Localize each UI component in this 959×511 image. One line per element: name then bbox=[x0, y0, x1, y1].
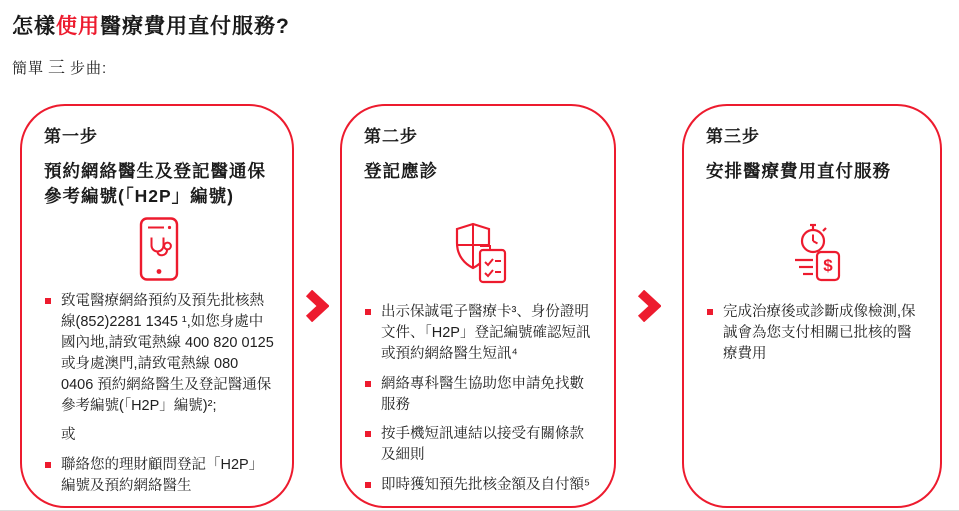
bullet-text: 聯絡您的理財顧問登記「H2P」編號及預約網絡醫生 bbox=[61, 457, 264, 495]
step-card-2 bbox=[340, 104, 616, 508]
title-highlight: 使用 bbox=[56, 15, 100, 38]
step-arrow-2 bbox=[616, 104, 682, 508]
svg-text:$: $ bbox=[823, 256, 833, 275]
step-2-label: 第二步 bbox=[364, 127, 418, 146]
step-3-label: 第三步 bbox=[706, 127, 760, 146]
phone-stethoscope-icon bbox=[138, 216, 180, 282]
chevron-right-icon bbox=[637, 290, 661, 322]
bullet-text: 或 bbox=[61, 427, 76, 444]
steps-row bbox=[20, 104, 959, 508]
step-3-bullets bbox=[706, 302, 922, 374]
bullet-square-icon bbox=[365, 309, 371, 315]
bullet-text: 致電醫療網絡預約及預先批核熱線(852)2281 1345 ¹,如您身處中國內地,請致電熱線 400 820 0125或身處澳門,請致電熱線 080 0406 預約網絡醫生及登記醫通保參考編號(「H2P」編號)²; bbox=[61, 293, 274, 414]
bullet-item bbox=[364, 302, 596, 365]
bullet-square-icon bbox=[707, 309, 713, 315]
bullet-square-icon bbox=[365, 482, 371, 488]
step-2-bullets bbox=[364, 302, 596, 505]
subtitle-prefix: 簡單 bbox=[12, 60, 45, 77]
bullet-item bbox=[44, 455, 274, 497]
step-1-title: 預約網絡醫生及登記醫通保參考編號(「H2P」編號) bbox=[44, 161, 266, 206]
title-prefix: 怎樣 bbox=[12, 15, 56, 38]
step-2-icon-wrap bbox=[364, 210, 596, 298]
title-suffix: 醫療費用直付服務? bbox=[100, 15, 290, 38]
bullet-item bbox=[364, 374, 596, 416]
bullet-text: 按手機短訊連結以接受有關條款及細則 bbox=[381, 426, 584, 464]
step-arrow-1 bbox=[294, 104, 340, 508]
subtitle-suffix: 步曲: bbox=[70, 60, 108, 77]
stopwatch-payment-icon bbox=[783, 222, 845, 286]
bullet-text: 網絡專科醫生協助您申請免找數服務 bbox=[381, 375, 584, 413]
page-title bbox=[0, 0, 959, 40]
bullet-item bbox=[706, 302, 922, 365]
page-subtitle bbox=[0, 53, 959, 78]
bullet-text: 出示保誠電子醫療卡³、身份證明文件、「H2P」登記編號確認短訊或預約網絡醫生短訊⁴ bbox=[381, 304, 591, 362]
step-2-title: 登記應診 bbox=[364, 161, 438, 181]
subtitle-number: 三 bbox=[48, 58, 67, 78]
bullet-text: 完成治療後或診斷成像檢測,保誠會為您支付相關已批核的醫療費用 bbox=[723, 304, 916, 362]
shield-checklist-icon bbox=[449, 221, 511, 287]
step-3-title: 安排醫療費用直付服務 bbox=[706, 161, 891, 181]
step-card-3 bbox=[682, 104, 942, 508]
step-1-icon-wrap bbox=[44, 210, 274, 287]
step-1-label: 第一步 bbox=[44, 127, 98, 146]
bullet-item bbox=[364, 424, 596, 466]
step-3-icon-wrap bbox=[706, 210, 922, 298]
step-card-1 bbox=[20, 104, 294, 508]
bullet-text: 即時獲知預先批核金額及自付額⁵ bbox=[381, 477, 591, 494]
bullet-square-icon bbox=[365, 431, 371, 437]
step-1-bullets bbox=[44, 291, 274, 506]
connector-text bbox=[44, 425, 274, 446]
bullet-item bbox=[44, 291, 274, 416]
chevron-right-icon bbox=[305, 290, 329, 322]
bullet-square-icon bbox=[45, 462, 51, 468]
bullet-square-icon bbox=[365, 381, 371, 387]
bullet-square-icon bbox=[45, 298, 51, 304]
bullet-item bbox=[364, 475, 596, 496]
